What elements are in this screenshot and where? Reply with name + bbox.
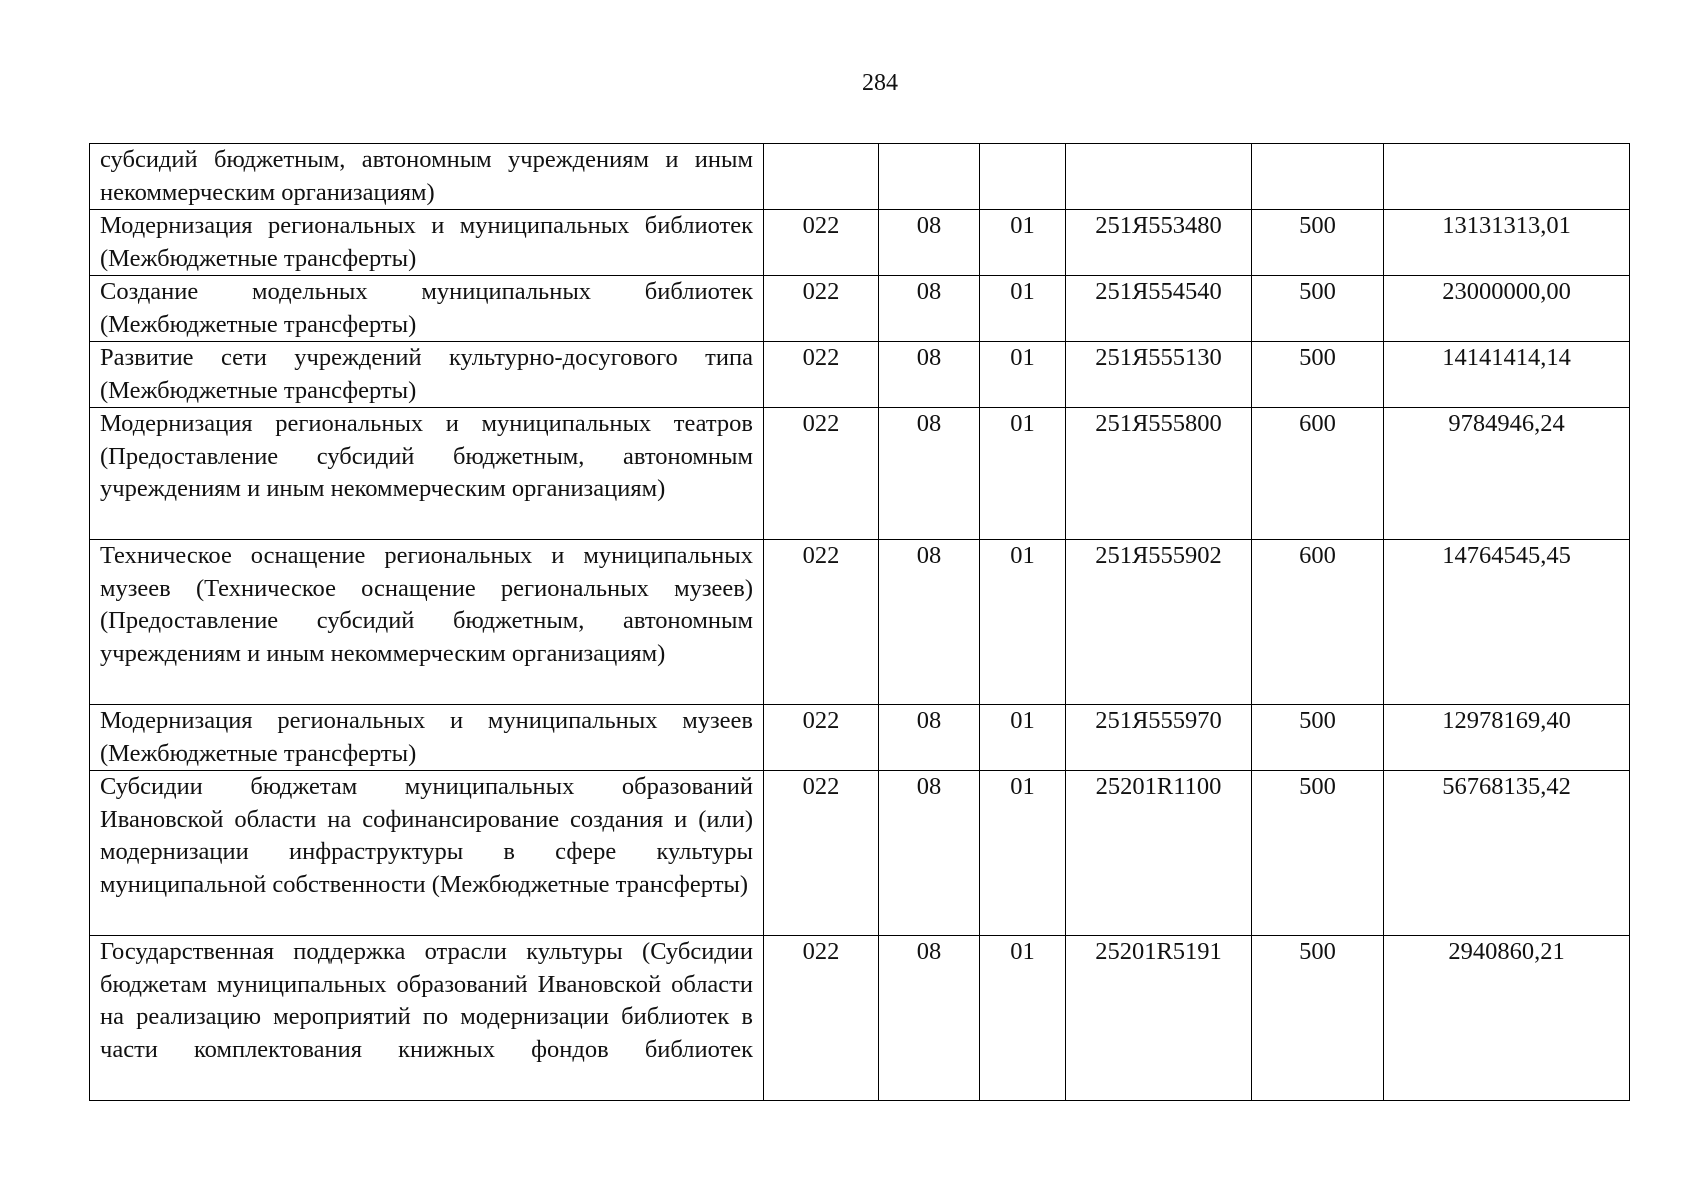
table-row xyxy=(90,276,1630,342)
row-amount: 56768135,42 xyxy=(1384,771,1630,936)
page-number: 284 xyxy=(862,70,898,96)
row-description: Модернизация региональных и муниципальных театров (Предоставление субсидий бюджетным, автономным учреждениям и иным некоммерческим организациям) xyxy=(90,408,764,540)
row-subsection-code: 01 xyxy=(980,210,1066,276)
row-ministry-code: 022 xyxy=(764,936,879,1101)
row-ministry-code xyxy=(764,144,879,210)
row-target-code: 251Я555130 xyxy=(1066,342,1252,408)
row-target-code: 251Я554540 xyxy=(1066,276,1252,342)
row-subsection-code: 01 xyxy=(980,276,1066,342)
row-section-code: 08 xyxy=(879,276,980,342)
row-target-code: 251Я555902 xyxy=(1066,540,1252,705)
row-description: Создание модельных муниципальных библиотек (Межбюджетные трансферты) xyxy=(90,276,764,342)
row-amount: 2940860,21 xyxy=(1384,936,1630,1101)
row-expense-type: 500 xyxy=(1252,771,1384,936)
row-target-code: 251Я555800 xyxy=(1066,408,1252,540)
row-amount: 13131313,01 xyxy=(1384,210,1630,276)
row-section-code xyxy=(879,144,980,210)
row-expense-type: 500 xyxy=(1252,705,1384,771)
row-section-code: 08 xyxy=(879,540,980,705)
row-subsection-code: 01 xyxy=(980,408,1066,540)
row-description: субсидий бюджетным, автономным учреждениям и иным некоммерческим организациям) xyxy=(90,144,764,210)
row-ministry-code: 022 xyxy=(764,342,879,408)
row-section-code: 08 xyxy=(879,771,980,936)
row-ministry-code: 022 xyxy=(764,408,879,540)
row-amount: 9784946,24 xyxy=(1384,408,1630,540)
table-row xyxy=(90,342,1630,408)
row-ministry-code: 022 xyxy=(764,276,879,342)
row-expense-type: 500 xyxy=(1252,342,1384,408)
row-expense-type: 500 xyxy=(1252,210,1384,276)
row-expense-type: 600 xyxy=(1252,540,1384,705)
row-target-code: 25201R5191 xyxy=(1066,936,1252,1101)
row-description: Развитие сети учреждений культурно-досугового типа (Межбюджетные трансферты) xyxy=(90,342,764,408)
table-row xyxy=(90,936,1630,1101)
row-section-code: 08 xyxy=(879,408,980,540)
row-description: Модернизация региональных и муниципальных библиотек (Межбюджетные трансферты) xyxy=(90,210,764,276)
row-target-code: 251Я555970 xyxy=(1066,705,1252,771)
row-expense-type: 500 xyxy=(1252,936,1384,1101)
row-ministry-code: 022 xyxy=(764,771,879,936)
row-description: Техническое оснащение региональных и муниципальных музеев (Техническое оснащение региональных музеев) (Предоставление субсидий бюджетным, автономным учреждениям и иным некоммерческим организациям) xyxy=(90,540,764,705)
row-ministry-code: 022 xyxy=(764,705,879,771)
table-row xyxy=(90,540,1630,705)
row-section-code: 08 xyxy=(879,705,980,771)
row-expense-type xyxy=(1252,144,1384,210)
row-amount: 14764545,45 xyxy=(1384,540,1630,705)
table-row xyxy=(90,408,1630,540)
table-row xyxy=(90,210,1630,276)
row-expense-type: 500 xyxy=(1252,276,1384,342)
row-subsection-code: 01 xyxy=(980,771,1066,936)
row-subsection-code xyxy=(980,144,1066,210)
table-row xyxy=(90,705,1630,771)
row-amount xyxy=(1384,144,1630,210)
row-description: Модернизация региональных и муниципальных музеев (Межбюджетные трансферты) xyxy=(90,705,764,771)
row-section-code: 08 xyxy=(879,210,980,276)
row-subsection-code: 01 xyxy=(980,540,1066,705)
row-expense-type: 600 xyxy=(1252,408,1384,540)
row-target-code xyxy=(1066,144,1252,210)
row-ministry-code: 022 xyxy=(764,540,879,705)
row-amount: 23000000,00 xyxy=(1384,276,1630,342)
row-section-code: 08 xyxy=(879,936,980,1101)
row-amount: 12978169,40 xyxy=(1384,705,1630,771)
row-subsection-code: 01 xyxy=(980,342,1066,408)
row-description: Государственная поддержка отрасли культуры (Субсидии бюджетам муниципальных образований Ивановской области на реализацию мероприятий по модернизации библиотек в части комплектования книжных фондов библиотек xyxy=(90,936,764,1101)
row-target-code: 25201R1100 xyxy=(1066,771,1252,936)
row-subsection-code: 01 xyxy=(980,705,1066,771)
row-description: Субсидии бюджетам муниципальных образований Ивановской области на софинансирование создания и (или) модернизации инфраструктуры в сфере культуры муниципальной собственности (Межбюджетные трансферты) xyxy=(90,771,764,936)
row-section-code: 08 xyxy=(879,342,980,408)
table-row xyxy=(90,771,1630,936)
budget-table xyxy=(89,143,1630,1101)
row-target-code: 251Я553480 xyxy=(1066,210,1252,276)
row-ministry-code: 022 xyxy=(764,210,879,276)
row-subsection-code: 01 xyxy=(980,936,1066,1101)
row-amount: 14141414,14 xyxy=(1384,342,1630,408)
budget-table-body xyxy=(90,144,1630,1101)
table-row xyxy=(90,144,1630,210)
